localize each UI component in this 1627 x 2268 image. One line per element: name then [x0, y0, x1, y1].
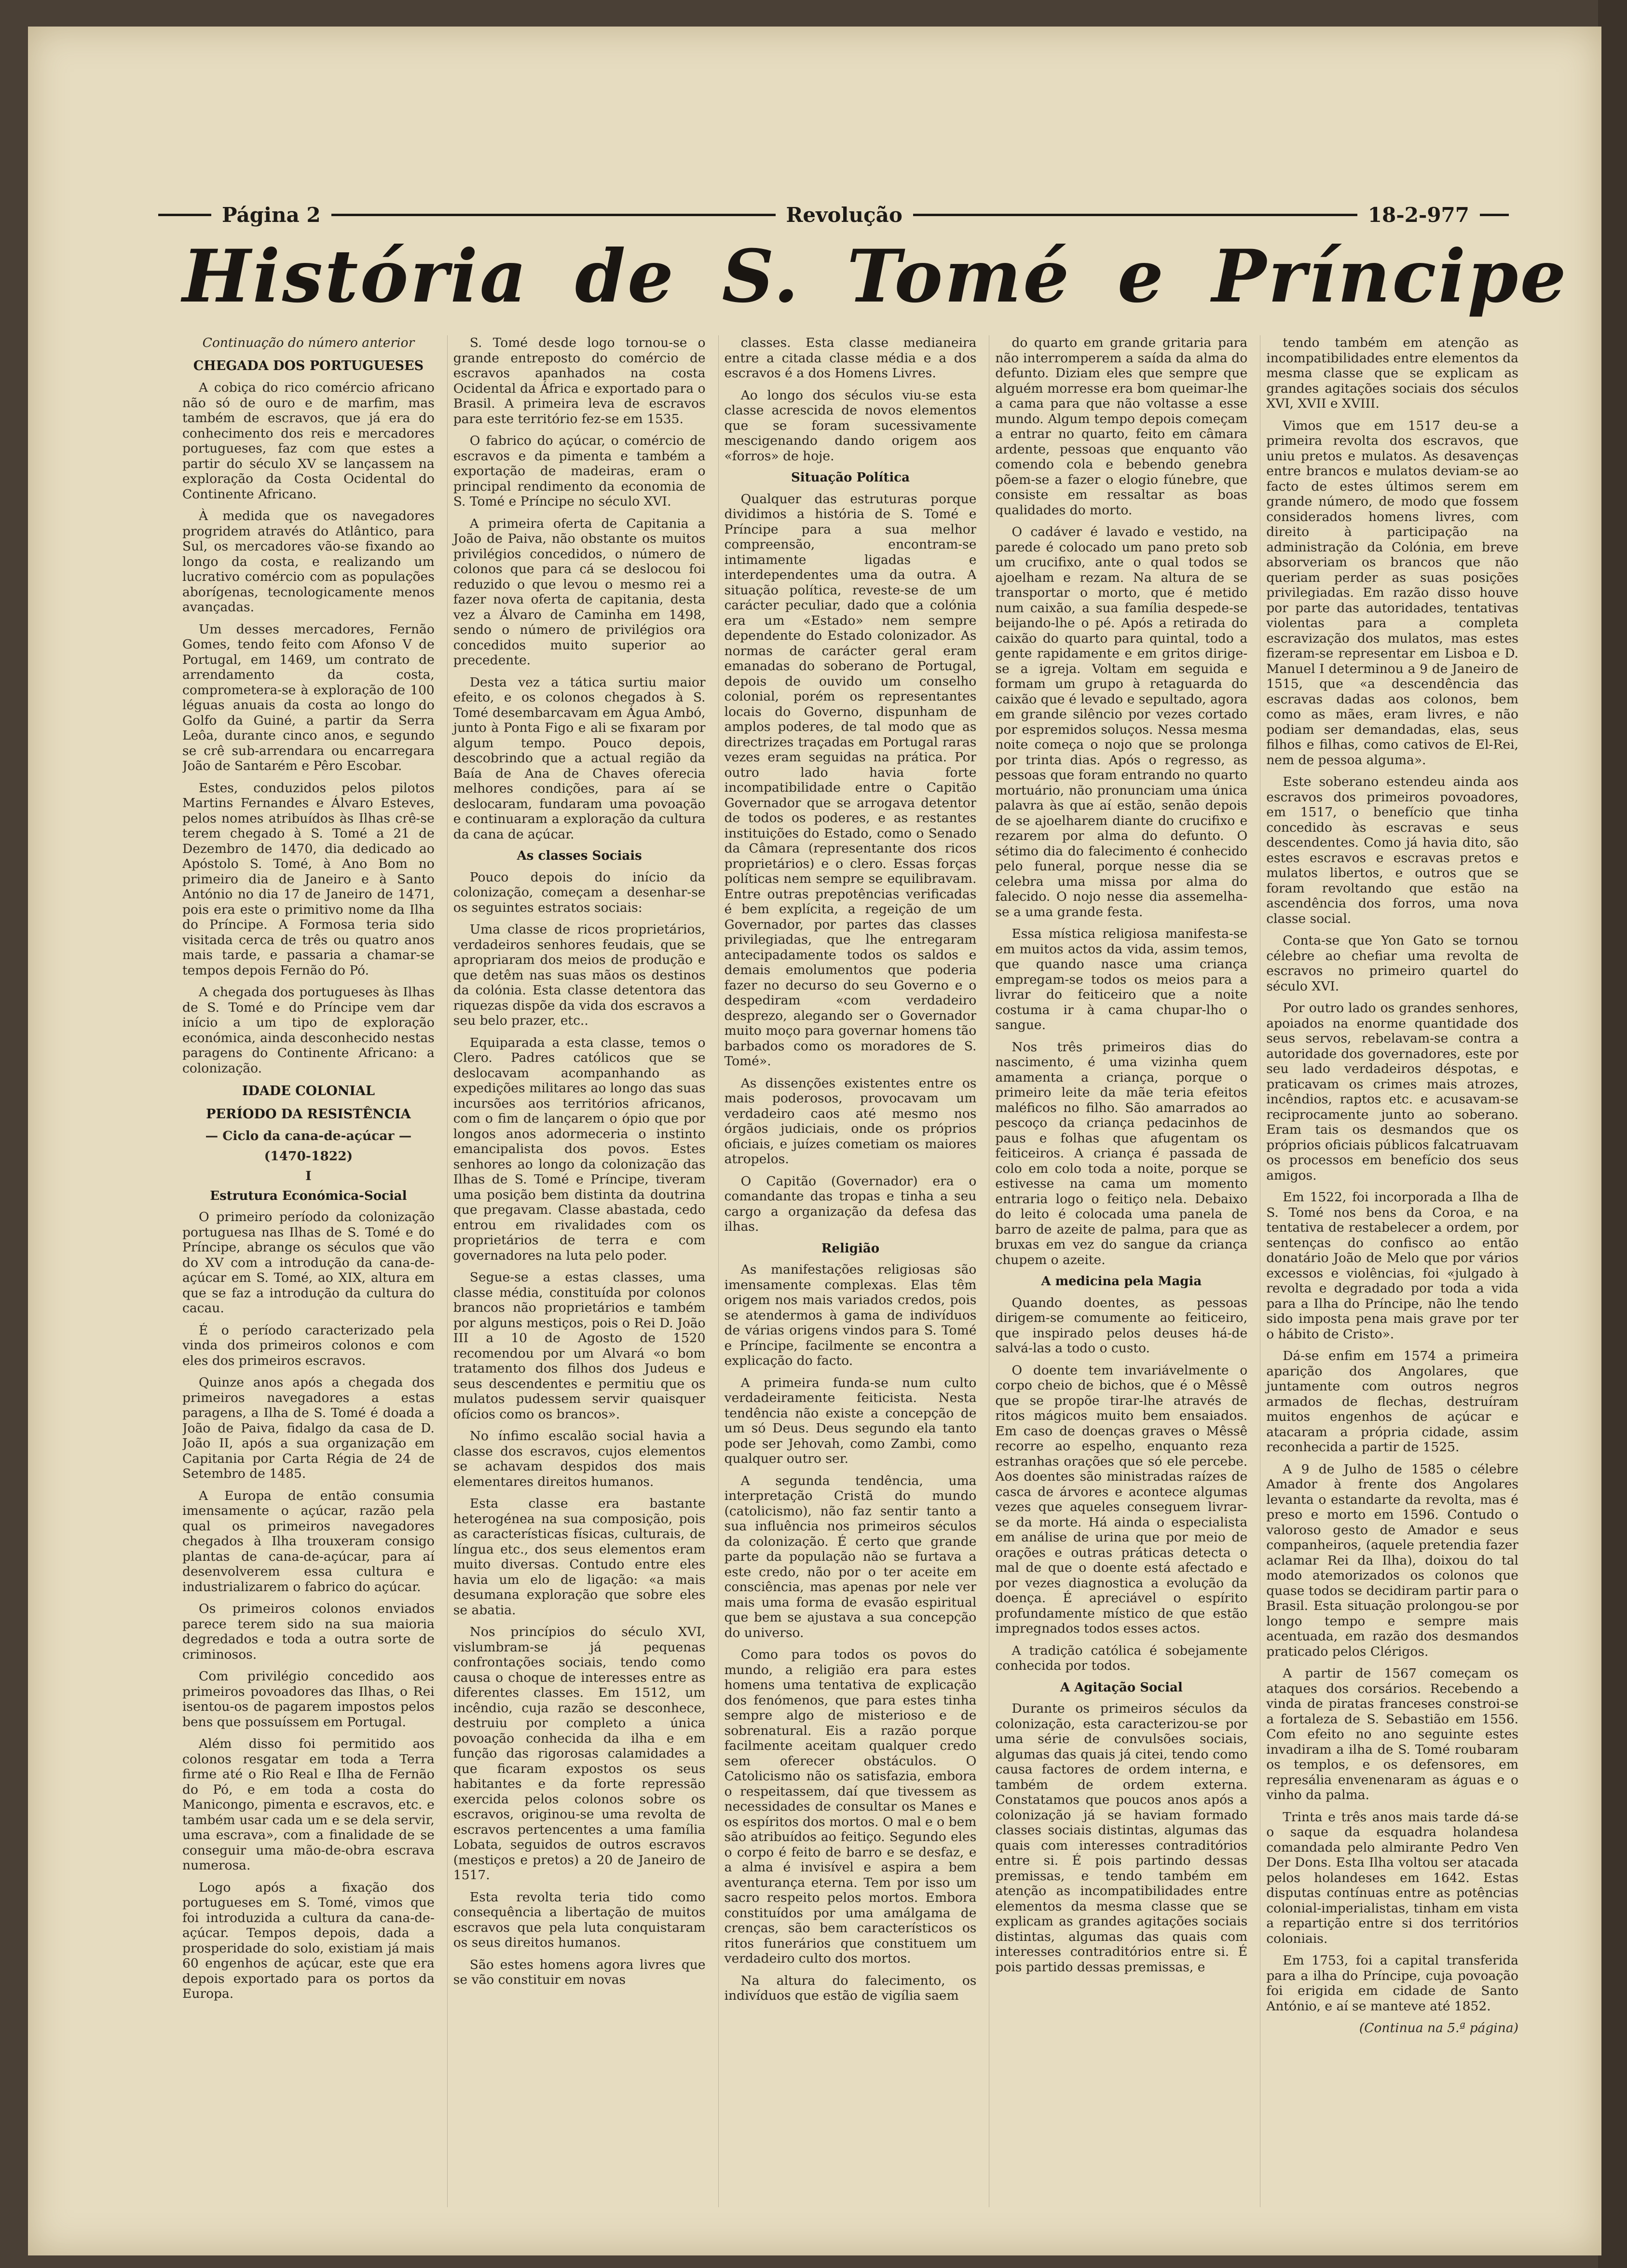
- paragraph: Esta revolta teria tido como consequência a libertação de muitos escravos que pela luta conquistaram os seus direitos humanos.: [453, 1889, 706, 1950]
- paragraph: Por outro lado os grandes senhores, apoiados na enorme quantidade dos seus servos, rebelavam-se contra a autoridade dos governadores, este por seu lado verdadeiros déspotas, e praticavam os crimes mais atrozes, incêndios, raptos etc. e acusavam-se reciprocamente junto ao soberano. Eram tais os desmandos que os próprios oficiais públicos falcatruavam os processos em benefício dos seus amigos.: [1266, 1001, 1518, 1183]
- paragraph: Em 1522, foi incorporada a Ilha de S. Tomé nos bens da Coroa, e na tentativa de restabelecer a ordem, por sentenças do confisco ao então donatário João de Melo que por vários excessos e violências, foi «julgado à revolta e degradado por toda a vida para a Ilha do Príncipe, não lhe tendo sido imposta pena mais grave por ter o hábito de Cristo».: [1266, 1190, 1518, 1342]
- paragraph: A primeira funda-se num culto verdadeiramente feiticista. Nesta tendência não existe a concepção de um só Deus. Deus segundo ela tanto pode ser Jehovah, como Zambi, como qualquer outro ser.: [724, 1375, 977, 1466]
- paragraph: A tradição católica é sobejamente conhecida por todos.: [995, 1643, 1248, 1673]
- section-heading: A Agitação Social: [1060, 1680, 1183, 1695]
- paragraph: Equiparada a esta classe, temos o Clero. Padres católicos que se deslocavam acompanhando as expedições militares ao longo das suas incursões aos territórios africanos, com o fim de lançarem o ópio que por longos anos adormeceria o instinto emancipalista dos povos. Estes senhores ao longo da colonização das Ilhas de S. Tomé e Príncipe, tiveram uma posição bem distinta da doutrina que pregavam. Classe abastada, cedo entrou em rivalidades com os proprietários de terra e com governadores na luta pelo poder.: [453, 1035, 706, 1263]
- column-2: [447, 335, 706, 2207]
- header-rule: [913, 214, 1357, 216]
- paragraph: Segue-se a estas classes, uma classe média, constituída por colonos brancos não proprietários e também por alguns mestiços, pois o Rei D. João III a 10 de Agosto de 1520 recomendou por um Alvará «o bom tratamento dos filhos dos Judeus e seus descendentes e permitiu que os mulatos pudessem servir quaisquer ofícios como os brancos».: [453, 1270, 706, 1422]
- paragraph: Durante os primeiros séculos da colonização, esta caracterizou-se por uma série de convulsões sociais, algumas das quais já citei, tendo como causa factores de ordem interna, e também de ordem externa. Constatamos que poucos anos após a colonização já se haviam formado classes sociais distintas, algumas das quais com interesses contraditórios entre si. É pois partindo dessas premissas, e tendo também em atenção as incompatibilidades entre elementos da mesma classe que se explicam as grandes agitações sociais distintas, algumas das quais com interesses contraditórios entre si. É pois partido dessas premissas, e: [995, 1701, 1248, 1975]
- paragraph: O fabrico do açúcar, o comércio de escravos e da pimenta e também a exportação de madeiras, eram o principal rendimento da economia de S. Tomé e Príncipe no século XVI.: [453, 433, 706, 509]
- paragraph: Os primeiros colonos enviados parece terem sido na sua maioria degredados e toda a outra sorte de criminosos.: [182, 1601, 435, 1662]
- article-title: História de S. Tomé e Príncipe: [182, 234, 1568, 319]
- subheading: I: [305, 1168, 312, 1183]
- paragraph: São estes homens agora livres que se vão constituir em novas: [453, 1957, 706, 1987]
- paragraph: A chegada dos portugueses às Ilhas de S. Tomé e do Príncipe vem dar início a um tipo de exploração económica, ainda desconhecido nestas paragens do Continente Africano: a colonização.: [182, 985, 435, 1076]
- background-edge: [1598, 0, 1627, 2268]
- issue-date: 18-2-977: [1367, 203, 1469, 227]
- section-heading: Religião: [821, 1241, 880, 1256]
- subheading: — Ciclo da cana-de-açúcar —: [205, 1128, 412, 1143]
- continuation-note: (Continua na 5.ª página): [1359, 2021, 1518, 2035]
- section-heading: As classes Sociais: [517, 849, 642, 863]
- paragraph: Além disso foi permitido aos colonos resgatar em toda a Terra firme até o Rio Real e Ilha de Fernão do Pó, e em toda a costa do Manicongo, pimenta e escravos, etc. e também usar cada um e se dela servir, uma escrava», com a finalidade de se conseguir uma mão-de-obra escrava numerosa.: [182, 1736, 435, 1873]
- paragraph: Estes, conduzidos pelos pilotos Martins Fernandes e Álvaro Esteves, pelos nomes atribuídos às Ilhas crê-se terem chegado à S. Tomé a 21 de Dezembro de 1470, dia dedicado ao Apóstolo S. Tomé, à Ano Bom no primeiro dia de Janeiro e à Santo António no dia 17 de Janeiro de 1471, pois era este o primitivo nome da Ilha do Príncipe. A Formosa teria sido visitada cerca de três ou quatro anos mais tarde, e passaria a chamar-se tempos depois Fernão do Pó.: [182, 780, 435, 978]
- paragraph: O primeiro período da colonização portuguesa nas Ilhas de S. Tomé e do Príncipe, abrange os séculos que vão do XV com a introdução da cana-de-açúcar em S. Tomé, ao XIX, altura em que se faz a introdução da cultura do cacau.: [182, 1210, 435, 1316]
- section-heading: IDADE COLONIAL: [242, 1084, 375, 1099]
- paragraph: A partir de 1567 começam os ataques dos corsários. Recebendo a vinda de piratas franceses constroi-se a fortaleza de S. Sebastião em 1556. Com efeito no ano seguinte estes invadiram a ilha de S. Tomé roubaram os templos, e os defensores, em represália envenenaram as águas e o vinho da palma.: [1266, 1666, 1518, 1802]
- newspaper-page: [28, 27, 1601, 2255]
- paragraph: Este soberano estendeu ainda aos escravos dos primeiros povoadores, em 1517, o benefício que tinha concedido às escravas e seus descendentes. Como já havia dito, são estes escravos e escravas pretos e mulatos libertos, e outros que se foram revoltando que estão na ascendência dos forros, uma nova classe social.: [1266, 774, 1518, 926]
- paragraph: É o período caracterizado pela vinda dos primeiros colonos e com eles dos primeiros escravos.: [182, 1322, 435, 1368]
- paragraph: Com privilégio concedido aos primeiros povoadores das Ilhas, o Rei isentou-os de pagarem impostos pelos bens que possuíssem em Portugal.: [182, 1669, 435, 1730]
- page-header: [158, 200, 1509, 229]
- paragraph: A segunda tendência, uma interpretação Cristã do mundo (catolicismo), não faz sentir tanto a sua influência nos primeiros séculos da colonização. É certo que grande parte da população não se furtava a este credo, não por o ter aceite em consciência, mas apenas por nele ver mais uma forma de evasão espiritual que bem se ajustava a sua concepção do universo.: [724, 1473, 977, 1640]
- paragraph: Nos três primeiros dias do nascimento, é uma vizinha quem amamenta a criança, porque o primeiro leite da mãe teria efeitos maléficos no filho. São amarrados ao pescoço da criança pedacinhos de paus e folhas que afugentam os feiticeiros. A criança é passada de colo em colo toda a noite, porque se estivesse na cama um momento entraria logo o feitiço nela. Debaixo do leito é colocada uma panela de barro de azeite de palma, para que as bruxas em vez do sangue da criança chupem o azeite.: [995, 1039, 1248, 1267]
- paragraph: tendo também em atenção as incompatibilidades entre elementos da mesma classe que se explicam as grandes agitações sociais dos séculos XVI, XVII e XVIII.: [1266, 335, 1518, 411]
- paragraph: Como para todos os povos do mundo, a religião era para estes homens uma tentativa de explicação dos fenómenos, que para estes tinha sempre algo de misterioso e de sobrenatural. Eis a razão porque facilmente aceitam qualquer credo sem oferecer obstáculos. O Catolicismo não os satisfazia, embora o respeitassem, daí que tivessem as necessidades de consultar os Manes e os espíritos dos mortos. O mal e o bem são atribuídos ao feitiço. Segundo eles o corpo é feito de barro e se desfaz, e a alma é invisível e aspira a bem aventurança eterna. Tem por isso um sacro respeito pelos mortos. Embora constituídos por uma amálgama de crenças, são bem característicos os ritos funerários que constituem um verdadeiro culto dos mortos.: [724, 1647, 977, 1966]
- newspaper-name: Revolução: [786, 203, 902, 227]
- section-heading: CHEGADA DOS PORTUGUESES: [193, 358, 424, 373]
- section-heading: Situação Política: [791, 470, 910, 485]
- paragraph: A 9 de Julho de 1585 o célebre Amador à frente dos Angolares levanta o estandarte da revolta, mas é preso e morto em 1596. Contudo o valoroso gesto de Amador e seus companheiros, (aquele pretendia fazer aclamar Rei da Ilha), doixou do tal modo atemorizados os colonos que quase todos se decidiram partir para o Brasil. Esta situação prolongou-se por longo tempo e sempre mais acentuada, em razão dos desmandos praticado pelos Clérigos.: [1266, 1461, 1518, 1659]
- paragraph: Trinta e três anos mais tarde dá-se o saque da esquadra holandesa comandada pelo almirante Pedro Ven Der Dons. Esta Ilha voltou ser atacada pelos holandeses em 1642. Estas disputas contínuas entre as potências colonial-imperialistas, tinham em vista a repartição entre si dos territórios coloniais.: [1266, 1809, 1518, 1946]
- paragraph: Um desses mercadores, Fernão Gomes, tendo feito com Afonso V de Portugal, em 1469, um contrato de arrendamento da costa, comprometera-se à exploração de 100 léguas anuais da costa ao longo do Golfo da Guiné, a partir da Serra Leôa, durante cinco anos, e segundo se crê sub-arrendara ou encarregara João de Santarém e Pêro Escobar.: [182, 621, 435, 773]
- paragraph: Nos princípios do século XVI, vislumbram-se já pequenas confrontações sociais, tendo como causa o choque de interesses entre as diferentes classes. Em 1512, um incêndio, cuja razão se desconhece, destruiu por completo a única povoação conhecida da ilha e em função das rigorosas calamidades a que ficaram expostos os seus habitantes e da forte repressão exercida pelos colonos sobre os escravos, originou-se uma revolta de escravos pertencentes a uma família Lobata, seguidos de outros escravos (mestiços e pretos) a 20 de Janeiro de 1517.: [453, 1624, 706, 1883]
- paragraph: Dá-se enfim em 1574 a primeira aparição dos Angolares, que juntamente com outros negros armados de flechas, destruíram muitos engenhos de açúcar e atacaram a própria cidade, assim reconhecida a partir de 1525.: [1266, 1348, 1518, 1455]
- paragraph: Quinze anos após a chegada dos primeiros navegadores a estas paragens, a Ilha de S. Tomé é doada a João de Paiva, fidalgo da casa de D. João II, após a sua organização em Capitania por Carta Régia de 24 de Setembro de 1485.: [182, 1375, 435, 1481]
- paragraph: A primeira oferta de Capitania a João de Paiva, não obstante os muitos privilégios concedidos, o número de colonos que para cá se deslocou foi reduzido o que levou o mesmo rei a fazer nova oferta de capitania, desta vez a Álvaro de Caminha em 1498, sendo o número de privilégios ora concedidos muito superior ao precedente.: [453, 516, 706, 668]
- paragraph: A cobiça do rico comércio africano não só de ouro e de marfim, mas também de escravos, que já era do conhecimento dos reis e mercadores portugueses, faz com que estes a partir do século XV se lançassem na exploração da Costa Ocidental do Continente Africano.: [182, 380, 435, 502]
- paragraph: classes. Esta classe medianeira entre a citada classe média e a dos escravos é a dos Homens Livres.: [724, 335, 977, 381]
- paragraph: Pouco depois do início da colonização, começam a desenhar-se os seguintes estratos sociais:: [453, 869, 706, 915]
- column-5: [1260, 335, 1518, 2207]
- paragraph: No ínfimo escalão social havia a classe dos escravos, cujos elementos se achavam despidos dos mais elementares direitos humanos.: [453, 1429, 706, 1489]
- paragraph: Na altura do falecimento, os indivíduos que estão de vigília saem: [724, 1973, 977, 2003]
- paragraph: O doente tem invariávelmente o corpo cheio de bichos, que é o Mêssê que se propõe tirar-lhe através de ritos mágicos muito bem ensaiados. Em caso de doenças graves o Mêssê recorre ao espelho, enquanto reza estranhas orações que só ele percebe. Aos doentes são ministradas raízes de casca de árvores e acontece algumas vezes que aqueles conseguem livrar-se da morte. Há ainda o especialista em análise de urina que por meio de orações e outras práticas detecta o mal de que o doente está afectado e por vezes diagnostica a evolução da doença. É apreciável o espírito profundamente místico de que estão impregnados todos esses actos.: [995, 1362, 1248, 1636]
- column-3: [718, 335, 977, 2207]
- paragraph: As manifestações religiosas são imensamente complexas. Elas têm origem nos mais variados credos, pois se atendermos à gama de indivíduos de várias origens vindos para S. Tomé e Príncipe, facilmente se encontra a explicação do facto.: [724, 1262, 977, 1368]
- paragraph: Desta vez a tática surtiu maior efeito, e os colonos chegados à S. Tomé desembarcavam em Água Ambó, junto à Ponta Figo e ali se fixaram por algum tempo. Pouco depois, descobrindo que a actual região da Baía de Ana de Chaves oferecia melhores condições, para aí se deslocaram, fundaram uma povoação e continuaram a exploração da cultura da cana de açúcar.: [453, 674, 706, 842]
- section-heading: PERÍODO DA RESISTÊNCIA: [206, 1106, 411, 1122]
- paragraph: Ao longo dos séculos viu-se esta classe acrescida de novos elementos que se foram sucessivamente mescigenando dando origem aos «forros» de hoje.: [724, 387, 977, 464]
- paragraph: Conta-se que Yon Gato se tornou célebre ao chefiar uma revolta de escravos no primeiro quartel do século XVI.: [1266, 933, 1518, 994]
- paragraph: O cadáver é lavado e vestido, na parede é colocado um pano preto sob um crucifixo, ante o qual todos se ajoelham e rezam. Na altura de se transportar o morto, que é metido num caixão, a sua família despede-se beijando-lhe o pé. Após a retirada do caixão do quarto para quintal, todo a gente rapidamente e em gritos dirige-se a igreja. Voltam em seguida e formam um grupo à retaguarda do caixão que é levado e sepultado, agora em grande silêncio por vezes cortado por espremidos soluços. Nessa mesma noite começa o nojo que se prolonga por trinta dias. Após o regresso, as pessoas que foram entrando no quarto mortuário, não pronunciam uma única palavra às que aí estão, senão depois de se ajoelharem diante do crucifixo e rezarem por alma do defunto. O sétimo dia do falecimento é conhecido pelo funeral, porque nesse dia se celebra uma missa por alma do falecido. O nojo nesse dia assemelha-se a uma grande festa.: [995, 524, 1248, 920]
- continuation-note: Continuação do número anterior: [202, 335, 415, 350]
- header-rule: [1480, 214, 1509, 216]
- section-heading: Estrutura Económica-Social: [210, 1188, 407, 1203]
- paragraph: A Europa de então consumia imensamente o açúcar, razão pela qual os primeiros navegadores chegados à Ilha trouxeram consigo plantas de cana-de-açúcar, para aí desenvolverem essa cultura e industrializarem o fabrico do açúcar.: [182, 1488, 435, 1594]
- article-body: [182, 335, 1518, 2207]
- paragraph: Vimos que em 1517 deu-se a primeira revolta dos escravos, que uniu pretos e mulatos. As desavenças entre brancos e mulatos deviam-se ao facto de estes últimos serem em grande número, de modo que fossem considerados homens livres, com direito à participação na administração da Colónia, em breve absorveriam os brancos que não queriam perder as suas posições privilegiadas. Em razão disso houve por parte das autoridades, tentativas violentas para a completa escravização dos mulatos, mas estes fizeram-se representar em Lisboa e D. Manuel I determinou a 9 de Janeiro de 1515, que «a descendência das escravas dadas aos colonos, bem como as mães, eram livres, e não podiam ser demandadas, elas, seus filhos e filhas, como cativos de El-Rei, nem de pessoa alguma».: [1266, 418, 1518, 768]
- paragraph: À medida que os navegadores progridem através do Atlântico, para Sul, os mercadores vão-se fixando ao longo da costa, e realizando um lucrativo comércio com as populações aborígenas, tecnologicamente menos avançadas.: [182, 509, 435, 615]
- paragraph: O Capitão (Governador) era o comandante das tropas e tinha a seu cargo a organização da defesa das ilhas.: [724, 1173, 977, 1234]
- paragraph: Esta classe era bastante heterogénea na sua composição, pois as características físicas, culturais, de língua etc., dos seus elementos eram muito diversas. Contudo entre eles havia um elo de ligação: «a mais desumana exploração que sobre eles se abatia.: [453, 1496, 706, 1618]
- paragraph: S. Tomé desde logo tornou-se o grande entreposto do comércio de escravos apanhados na costa Ocidental da África e exportado para o Brasil. A primeira leva de escravos para este território fez-se em 1535.: [453, 335, 706, 426]
- header-rule: [331, 214, 776, 216]
- paragraph: Logo após a fixação dos portugueses em S. Tomé, vimos que foi introduzida a cultura da cana-de-açúcar. Tempos depois, dada a prosperidade do solo, existiam já mais 60 engenhos de açúcar, este que era depois exportado para os portos da Europa.: [182, 1880, 435, 2001]
- subheading: (1470-1822): [264, 1148, 353, 1164]
- paragraph: Quando doentes, as pessoas dirigem-se comumente ao feiticeiro, que inspirado pelos deuses há-de salvá-las a todo o custo.: [995, 1295, 1248, 1356]
- column-4: [989, 335, 1247, 2207]
- paragraph: Uma classe de ricos proprietários, verdadeiros senhores feudais, que se apropriaram dos meios de produção e que detêm nas suas mãos os destinos da colónia. Esta classe detentora das riquezas dispõe da vida dos escravos a seu belo prazer, etc..: [453, 922, 706, 1028]
- paragraph: Em 1753, foi a capital transferida para a ilha do Príncipe, cuja povoação foi erigida em cidade de Santo António, e aí se manteve até 1852.: [1266, 1953, 1518, 2014]
- paragraph: Qualquer das estruturas porque dividimos a história de S. Tomé e Príncipe para a sua melhor compreensão, encontram-se intimamente ligadas e interdependentes uma da outra. A situação política, reveste-se de um carácter peculiar, dado que a colónia era um «Estado» nem sempre dependente do Estado colonizador. As normas de carácter geral eram emanadas do soberano de Portugal, depois de ouvido um conselho colonial, porém os representantes locais do Governo, dispunham de amplos poderes, de tal modo que as directrizes traçadas em Portugal raras vezes eram seguidas na prática. Por outro lado havia forte incompatibilidade entre o Capitão Governador que se arrogava detentor de todos os poderes, e as restantes instituições do Estado, como o Senado da Câmara (representante dos ricos proprietários) e o clero. Essas forças políticas nem sempre se equilibravam. Entre outras prepotências verificadas é bem explícita, a regeição de um Governador, por partes das classes privilegiadas, que lhe entregaram antecipadamente todos os saldos e demais emolumentos que poderia fazer no decurso do seu Governo e o despediram «com verdadeiro desprezo, alegando ser o Governador muito moço para governar homens tão barbados como os moradores de S. Tomé».: [724, 491, 977, 1069]
- section-heading: A medicina pela Magia: [1041, 1274, 1202, 1289]
- header-rule: [158, 214, 211, 216]
- paragraph: do quarto em grande gritaria para não interromperem a saída da alma do defunto. Diziam eles que sempre que alguém morresse era bom queimar-lhe a cama para que não voltasse a esse mundo. Algum tempo depois começam a entrar no quarto, feito em câmara ardente, pessoas que enquanto vão comendo cola e bebendo genebra põem-se a fazer o elogio fúnebre, que consiste em ressaltar as boas qualidades do morto.: [995, 335, 1248, 518]
- column-1: [182, 335, 435, 2207]
- paragraph: As dissenções existentes entre os mais poderosos, provocavam um verdadeiro caos até mesmo nos órgãos judiciais, onde os próprios oficiais, e juízes cometiam os maiores atropelos.: [724, 1075, 977, 1167]
- paragraph: Essa mística religiosa manifesta-se em muitos actos da vida, assim temos, que quando nasce uma criança empregam-se todos os meios para a livrar do feiticeiro que a noite costuma ir à cama chupar-lho o sangue.: [995, 926, 1248, 1032]
- page-number: Página 2: [222, 203, 321, 227]
